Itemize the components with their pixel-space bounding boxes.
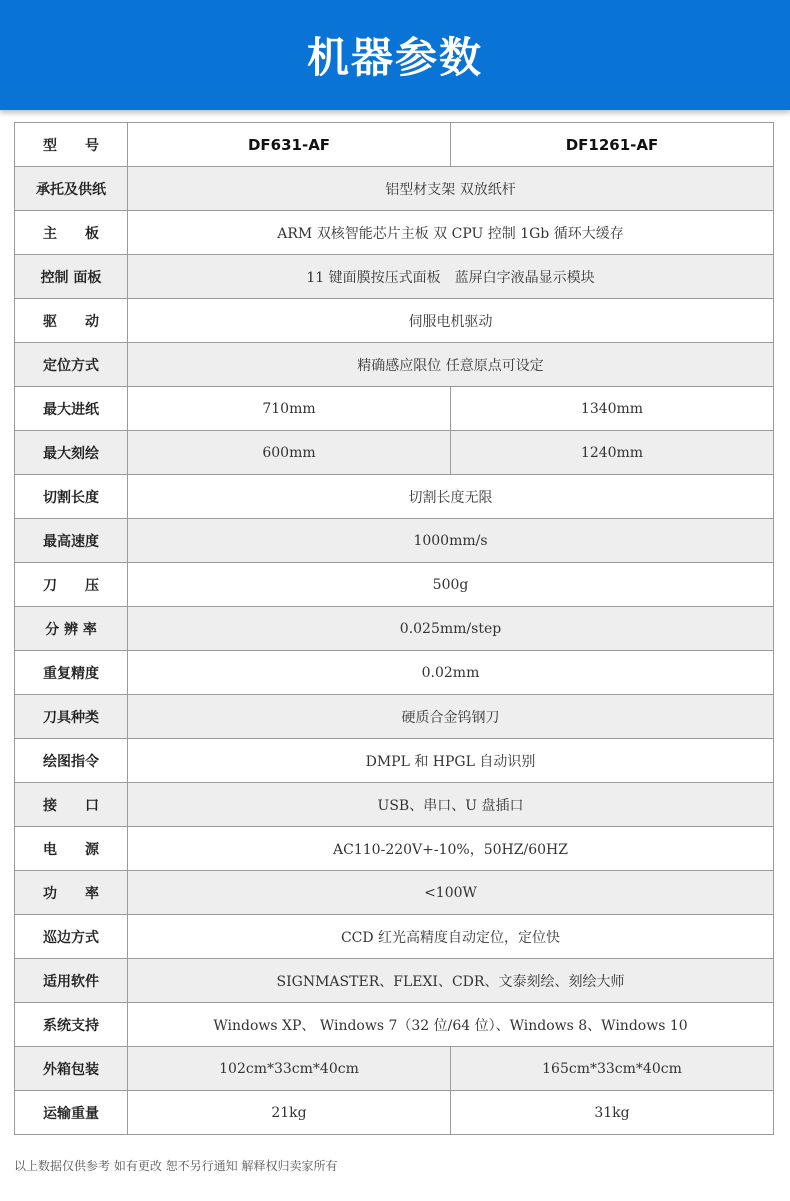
table-row (15, 299, 774, 343)
row-value: 1340mm (451, 387, 774, 431)
row-label: 最高速度 (15, 519, 128, 563)
table-header-row (15, 123, 774, 167)
row-label: 切割长度 (15, 475, 128, 519)
row-label: 分 辨 率 (15, 607, 128, 651)
row-value: CCD 红光高精度自动定位，定位快 (128, 915, 774, 959)
row-label: 外箱包装 (15, 1047, 128, 1091)
table-row (15, 167, 774, 211)
row-value: Windows XP、 Windows 7（32 位/64 位）、Windows 8、Windows 10 (128, 1003, 774, 1047)
table-row (15, 827, 774, 871)
table-row (15, 607, 774, 651)
row-value: AC110-220V+-10%，50HZ/60HZ (128, 827, 774, 871)
table-row (15, 211, 774, 255)
row-value: 11 键面膜按压式面板 蓝屏白字液晶显示模块 (128, 255, 774, 299)
row-label: 适用软件 (15, 959, 128, 1003)
row-value: 切割长度无限 (128, 475, 774, 519)
row-label: 绘图指令 (15, 739, 128, 783)
table-row (15, 1003, 774, 1047)
row-label: 承托及供纸 (15, 167, 128, 211)
title-banner (0, 0, 790, 110)
row-label: 刀 压 (15, 563, 128, 607)
row-value: ARM 双核智能芯片主板 双 CPU 控制 1Gb 循环大缓存 (128, 211, 774, 255)
table-row (15, 431, 774, 475)
row-label: 驱 动 (15, 299, 128, 343)
row-value: 0.025mm/step (128, 607, 774, 651)
table-row (15, 1091, 774, 1135)
row-label: 重复精度 (15, 651, 128, 695)
table-row (15, 255, 774, 299)
row-label: 主 板 (15, 211, 128, 255)
table-row (15, 783, 774, 827)
page-title: 机器参数 (306, 33, 483, 82)
row-value: <100W (128, 871, 774, 915)
row-value: 165cm*33cm*40cm (451, 1047, 774, 1091)
row-label: 最大进纸 (15, 387, 128, 431)
model-name: DF1261-AF (451, 123, 774, 167)
row-label: 定位方式 (15, 343, 128, 387)
row-value: 21kg (128, 1091, 451, 1135)
row-label: 型 号 (15, 123, 128, 167)
row-label: 功 率 (15, 871, 128, 915)
table-row (15, 387, 774, 431)
row-value: 硬质合金钨钢刀 (128, 695, 774, 739)
table-row (15, 959, 774, 1003)
row-value: 铝型材支架 双放纸杆 (128, 167, 774, 211)
row-value: 精确感应限位 任意原点可设定 (128, 343, 774, 387)
row-label: 最大刻绘 (15, 431, 128, 475)
spec-table (14, 122, 774, 1135)
table-row (15, 475, 774, 519)
row-label: 接 口 (15, 783, 128, 827)
table-row (15, 1047, 774, 1091)
row-label: 控制 面板 (15, 255, 128, 299)
row-value: 伺服电机驱动 (128, 299, 774, 343)
table-row (15, 343, 774, 387)
row-label: 电 源 (15, 827, 128, 871)
table-row (15, 915, 774, 959)
row-label: 系统支持 (15, 1003, 128, 1047)
row-label: 巡边方式 (15, 915, 128, 959)
row-value: 31kg (451, 1091, 774, 1135)
row-value: 1240mm (451, 431, 774, 475)
row-value: 1000mm/s (128, 519, 774, 563)
row-value: USB、串口、U 盘插口 (128, 783, 774, 827)
footnote: 以上数据仅供参考 如有更改 恕不另行通知 解释权归卖家所有 (14, 1159, 338, 1173)
table-row (15, 563, 774, 607)
table-row (15, 519, 774, 563)
model-name: DF631-AF (128, 123, 451, 167)
row-value: DMPL 和 HPGL 自动识别 (128, 739, 774, 783)
table-row (15, 695, 774, 739)
table-row (15, 871, 774, 915)
row-value: SIGNMASTER、FLEXI、CDR、文泰刻绘、刻绘大师 (128, 959, 774, 1003)
table-row (15, 651, 774, 695)
row-value: 500g (128, 563, 774, 607)
row-value: 710mm (128, 387, 451, 431)
table-row (15, 739, 774, 783)
row-label: 刀具种类 (15, 695, 128, 739)
row-value: 0.02mm (128, 651, 774, 695)
row-label: 运输重量 (15, 1091, 128, 1135)
row-value: 102cm*33cm*40cm (128, 1047, 451, 1091)
row-value: 600mm (128, 431, 451, 475)
